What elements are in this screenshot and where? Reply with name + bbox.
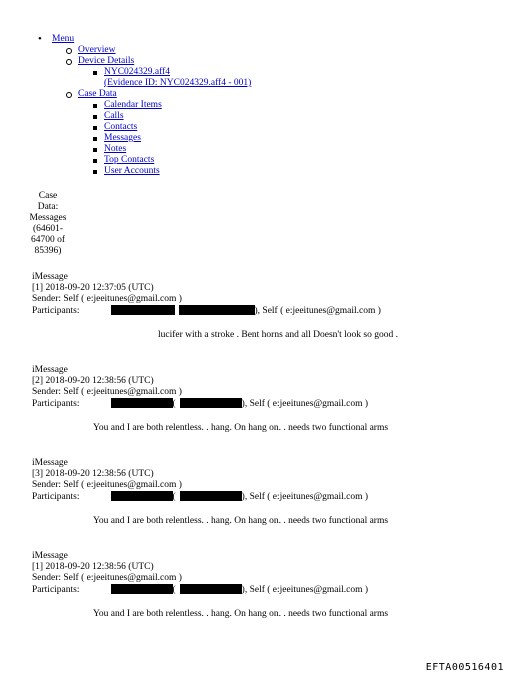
message-block [32,458,482,526]
device-file-item [90,67,251,89]
user-accounts-link[interactable]: User Accounts [104,166,160,176]
message-sender: Sender: Self ( e:jeeitunes@gmail.com ) [32,294,182,304]
calendar-items-link[interactable]: Calendar Items [104,100,162,110]
participants-label: Participants: [32,306,80,316]
redaction-block [111,398,173,408]
case-data-sublist [90,100,251,177]
top-contacts-link[interactable]: Top Contacts [104,155,155,165]
menu-link[interactable]: Menu [52,34,75,44]
case-item-calls [90,111,251,122]
participants-paren: ( [172,492,176,502]
case-line: (64601- [32,224,64,234]
message-header: [2] 2018-09-20 12:38:56 (UTC) [32,376,154,386]
case-item-notes [90,144,251,155]
redaction-block [179,305,255,315]
message-header: [3] 2018-09-20 12:38:56 (UTC) [32,469,154,479]
case-line: Messages [29,213,67,223]
message-block [32,365,482,433]
notes-link[interactable]: Notes [104,144,127,154]
message-type: iMessage [32,272,68,282]
redaction-block [180,398,242,408]
participants-self: ), Self ( e:jeeitunes@gmail.com ) [241,399,369,409]
message-block [32,272,482,340]
document-id-stamp: EFTA00516401 [425,662,504,673]
case-item-contacts [90,122,251,133]
message-body: You and I are both relentless. . hang. On hang on. . needs two functional arms [93,516,389,526]
device-details-sublist [90,67,251,89]
case-data-summary [26,191,70,257]
message-participants [32,584,482,595]
messages-link[interactable]: Messages [104,133,141,143]
case-item-user-accounts [90,166,251,177]
device-file-name: NYC024329.aff4 [104,67,171,77]
message-type: iMessage [32,458,68,468]
message-block [32,551,482,619]
message-type: iMessage [32,365,68,375]
participants-label: Participants: [32,492,80,502]
participants-paren: ( [172,399,176,409]
case-item-calendar [90,100,251,111]
calls-link[interactable]: Calls [104,111,124,121]
menu-item-overview [64,45,251,56]
redaction-block [111,491,173,501]
case-item-top-contacts [90,155,251,166]
redaction-block [111,305,175,315]
redaction-block [180,584,242,594]
case-line: 85396) [34,246,62,256]
redaction-block [111,584,173,594]
participants-label: Participants: [32,585,80,595]
case-line: 64700 of [30,235,66,245]
case-line: Case [38,191,58,201]
message-sender: Sender: Self ( e:jeeitunes@gmail.com ) [32,573,182,583]
message-sender: Sender: Self ( e:jeeitunes@gmail.com ) [32,480,182,490]
participants-self: ), Self ( e:jeeitunes@gmail.com ) [241,585,369,595]
device-file-link[interactable] [104,67,251,88]
participants-paren: ( [172,585,176,595]
contacts-link[interactable]: Contacts [104,122,138,132]
message-body: You and I are both relentless. . hang. On hang on. . needs two functional arms [93,423,389,433]
menu-root [38,34,251,177]
device-details-link[interactable]: Device Details [78,56,135,66]
message-participants [32,305,482,316]
menu-level2 [64,45,251,177]
message-body: You and I are both relentless. . hang. On hang on. . needs two functional arms [93,609,389,619]
message-sender: Sender: Self ( e:jeeitunes@gmail.com ) [32,387,182,397]
case-data-link[interactable]: Case Data [78,89,117,99]
message-participants [32,398,482,409]
menu-item-device-details [64,56,251,89]
case-item-messages [90,133,251,144]
message-body: lucifer with a stroke . Bent horns and all Doesn't look so good . [158,330,398,340]
evidence-id: (Evidence ID: NYC024329.aff4 - 001) [104,78,252,88]
participants-self: ), Self ( e:jeeitunes@gmail.com ) [254,306,381,316]
participants-label: Participants: [32,399,80,409]
redaction-block [180,491,242,501]
case-line: Data: [37,202,59,212]
nav-menu [38,34,251,177]
message-header: [1] 2018-09-20 12:38:56 (UTC) [32,562,154,572]
overview-link[interactable]: Overview [78,45,116,55]
message-header: [1] 2018-09-20 12:37:05 (UTC) [32,283,154,293]
message-participants [32,491,482,502]
menu-item-case-data [64,89,251,177]
message-type: iMessage [32,551,68,561]
participants-self: ), Self ( e:jeeitunes@gmail.com ) [241,492,369,502]
